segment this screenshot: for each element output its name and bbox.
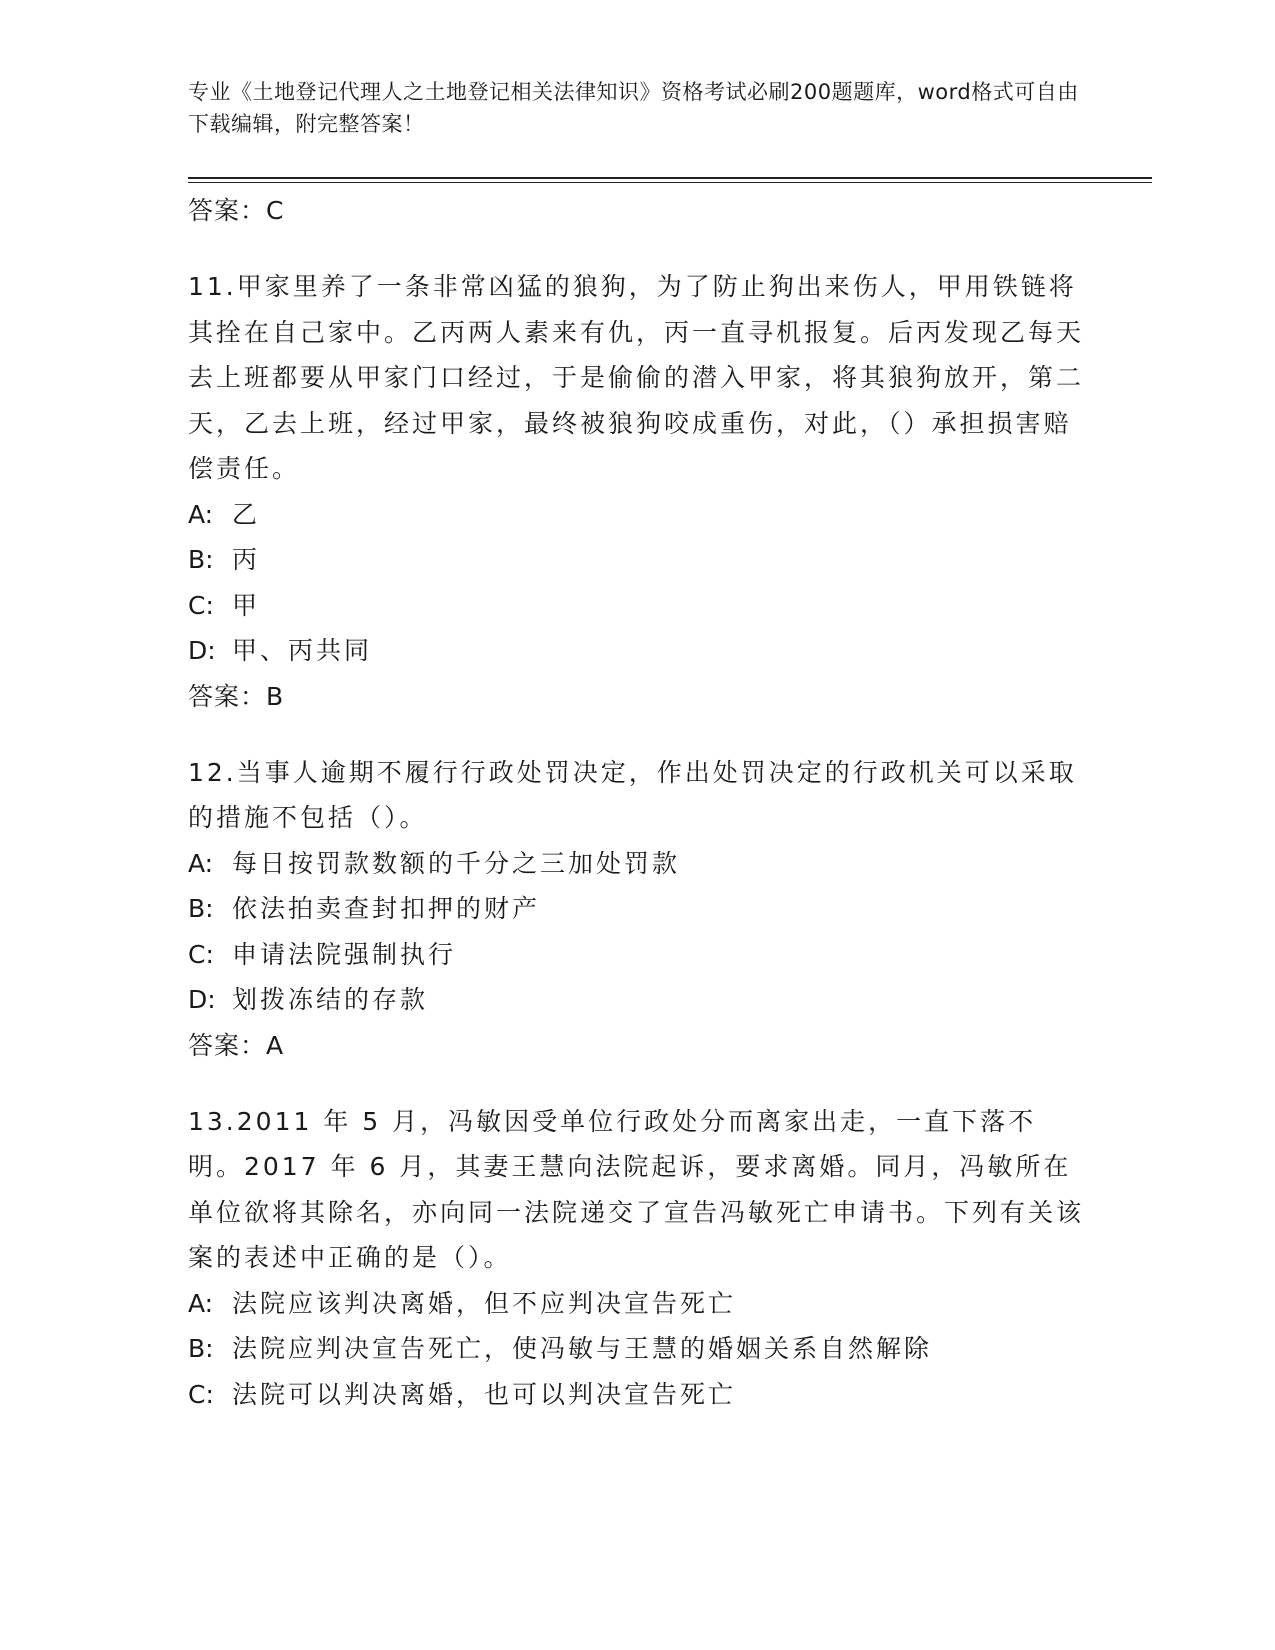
option-text: 法院应该判决离婚，但不应判决宣告死亡 <box>232 1288 737 1318</box>
option-a <box>188 1281 1088 1327</box>
option-letter: D: <box>188 985 216 1014</box>
option-letter: B: <box>188 545 214 574</box>
option-c <box>188 932 1088 978</box>
question-list <box>188 188 1088 1417</box>
option-c <box>188 583 1088 629</box>
option-c <box>188 1372 1088 1418</box>
option-b <box>188 537 1088 583</box>
option-text: 申请法院强制执行 <box>232 939 457 969</box>
answer-line: 答案：C <box>188 196 285 225</box>
header-divider-thick <box>188 177 1152 179</box>
header-divider-thin <box>188 182 1152 183</box>
option-letter: A: <box>188 848 214 878</box>
question-12 <box>188 750 1088 1069</box>
option-text: 法院应判决宣告死亡，使冯敏与王慧的婚姻关系自然解除 <box>232 1334 933 1363</box>
option-letter: B: <box>188 894 214 923</box>
option-letter: B: <box>188 1334 214 1363</box>
question-text: 13.2011 年 5 月，冯敏因受单位行政处分而离家出走，一直下落不明。2017 年 6 月，其妻王慧向法院起诉，要求离婚。同月，冯敏所在单位欲将其除名，亦向同一法院递交了宣告冯敏死亡申请书。下列有关该案的表述中正确的是（）。 <box>188 1106 1085 1272</box>
question-11 <box>188 264 1088 720</box>
option-text: 法院可以判决离婚，也可以判决宣告死亡 <box>232 1379 737 1409</box>
answer-line: 答案：B <box>188 681 285 711</box>
answer-line: 答案：A <box>188 1030 285 1060</box>
option-text: 每日按罚款数额的千分之三加处罚款 <box>232 848 681 878</box>
option-letter: D: <box>188 636 216 665</box>
option-letter: A: <box>188 499 214 529</box>
question-13 <box>188 1099 1088 1418</box>
option-text: 乙 <box>232 499 261 529</box>
option-letter: A: <box>188 1288 214 1318</box>
option-text: 划拨冻结的存款 <box>232 985 429 1014</box>
option-b <box>188 1326 1088 1372</box>
option-text: 依法拍卖查封扣押的财产 <box>232 894 541 923</box>
option-letter: C: <box>188 939 214 969</box>
page-header: 专业《土地登记代理人之土地登记相关法律知识》资格考试必刷200题题库，word格式可自由下载编辑，附完整答案！ <box>188 80 1079 136</box>
option-a <box>188 841 1088 887</box>
question-text: 12.当事人逾期不履行行政处罚决定，作出处罚决定的行政机关可以采取的措施不包括（）。 <box>188 757 1077 832</box>
option-a <box>188 492 1088 538</box>
option-text: 甲、丙共同 <box>232 636 373 665</box>
option-letter: C: <box>188 590 214 620</box>
option-b <box>188 886 1088 932</box>
option-letter: C: <box>188 1379 214 1409</box>
option-text: 甲 <box>232 590 261 620</box>
option-text: 丙 <box>232 545 261 574</box>
option-d <box>188 977 1088 1023</box>
question-text: 11.甲家里养了一条非常凶猛的狼狗，为了防止狗出来伤人，甲用铁链将其拴在自己家中。乙丙两人素来有仇，丙一直寻机报复。后丙发现乙每天去上班都要从甲家门口经过，于是偷偷的潜入甲家，将其狼狗放开，第二天，乙去上班，经过甲家，最终被狼狗咬成重伤，对此，（）承担损害赔偿责任。 <box>188 272 1085 483</box>
option-d <box>188 628 1088 674</box>
